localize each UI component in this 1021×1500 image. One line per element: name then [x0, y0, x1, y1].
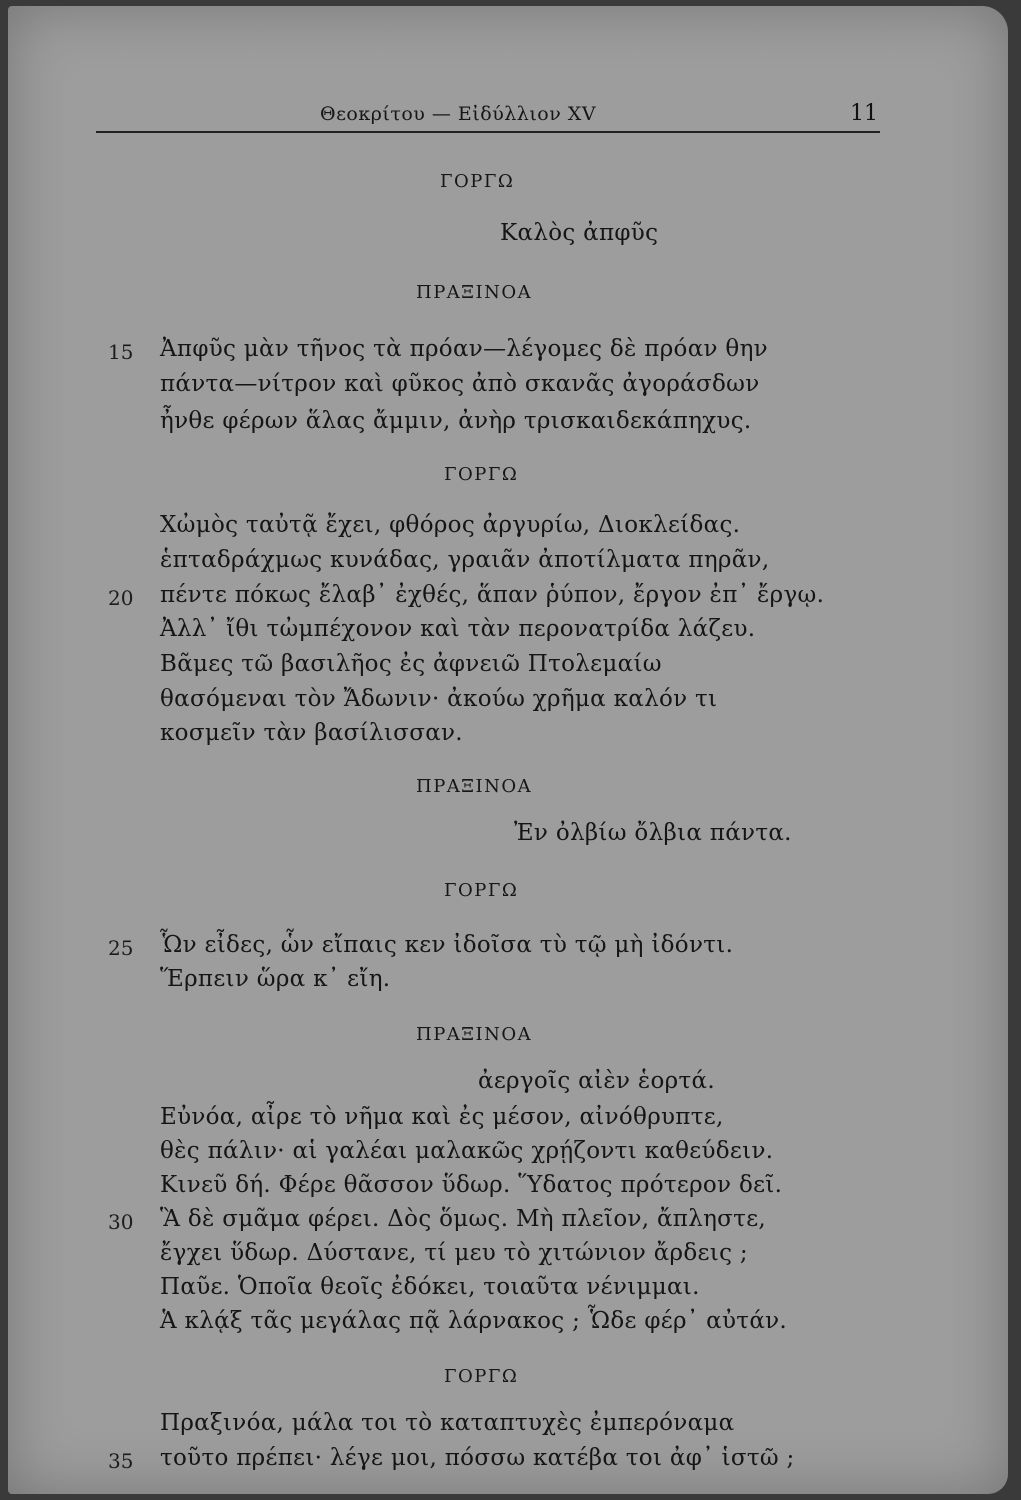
- verse-line: ἀεργοῖς αἰὲν ἑορτά.: [478, 1068, 715, 1094]
- speaker-label: ΓΟΡΓΩ: [444, 464, 519, 485]
- speaker-label: ΠΡΑΞΙΝΟΑ: [416, 282, 533, 303]
- running-title: Θεοκρίτου — Εἰδύλλιον XV: [320, 103, 597, 125]
- line-number: 35: [108, 1449, 134, 1473]
- verse-line: ἑπταδράχμως κυνάδας, γραιᾶν ἀποτίλματα πηρᾶν,: [160, 547, 770, 573]
- verse-line: Καλὸς ἀπφῦς: [500, 220, 659, 246]
- verse-line: Παῦε. Ὁποῖα θεοῖς ἐδόκει, τοιαῦτα νένιμμαι.: [160, 1274, 700, 1300]
- verse-line: Ἕρπειν ὥρα κ᾽ εἴη.: [160, 966, 391, 992]
- verse-line: θὲς πάλιν· αἱ γαλέαι μαλακῶς χρῄζοντι καθεύδειν.: [160, 1138, 774, 1164]
- verse-line: θασόμεναι τὸν Ἄδωνιν· ἀκούω χρῆμα καλόν τι: [160, 686, 718, 712]
- verse-line: Κινεῦ δή. Φέρε θᾶσσον ὕδωρ. Ὕδατος πρότερον δεῖ.: [160, 1172, 783, 1198]
- page-number: 11: [850, 101, 878, 126]
- speaker-label: ΓΟΡΓΩ: [444, 880, 519, 901]
- line-number: 20: [108, 586, 134, 610]
- verse-line: Χὠμὸς ταὐτᾷ ἔχει, φθόρος ἀργυρίω, Διοκλείδας.: [160, 512, 741, 538]
- verse-line: Ὧν εἶδες, ὧν εἴπαις κεν ἰδοῖσα τὺ τῷ μὴ ἰδόντι.: [160, 932, 734, 958]
- line-number: 15: [108, 340, 134, 364]
- verse-line: Βᾶμες τῶ βασιλῆος ἐς ἀφνειῶ Πτολεμαίω: [160, 651, 662, 677]
- line-number: 25: [108, 936, 134, 960]
- verse-line: Ἁ κλᾴξ τᾶς μεγάλας πᾷ λάρνακος ; Ὧδε φέρ᾽ αὐτάν.: [160, 1308, 788, 1334]
- line-number: 30: [108, 1210, 134, 1234]
- book-page: [8, 6, 1008, 1494]
- verse-line: πέντε πόκως ἔλαβ᾽ ἐχθές, ἅπαν ῥύπον, ἔργον ἐπ᾽ ἔργῳ.: [160, 582, 825, 608]
- verse-line: ἔγχει ὕδωρ. Δύστανε, τί μευ τὸ χιτώνιον ἄρδεις ;: [160, 1240, 748, 1266]
- verse-line: κοσμεῖν τὰν βασίλισσαν.: [160, 720, 463, 746]
- speaker-label: ΠΡΑΞΙΝΟΑ: [416, 776, 533, 797]
- verse-line: Εὐνόα, αἶρε τὸ νῆμα καὶ ἐς μέσον, αἰνόθρυπτε,: [160, 1104, 724, 1130]
- verse-line: τοῦτο πρέπει· λέγε μοι, πόσσω κατέβα τοι ἀφ᾽ ἱστῶ ;: [160, 1445, 795, 1471]
- header-rule: [96, 131, 880, 133]
- verse-line: πάντα—νίτρον καὶ φῦκος ἀπὸ σκανᾶς ἀγοράσδων: [160, 371, 760, 397]
- verse-line: Πραξινόα, μάλα τοι τὸ καταπτυχὲς ἐμπερόναμα: [160, 1410, 735, 1436]
- verse-line: Ἃ δὲ σμᾶμα φέρει. Δὸς ὅμως. Μὴ πλεῖον, ἄπληστε,: [160, 1206, 767, 1232]
- verse-line: ἦνθε φέρων ἅλας ἄμμιν, ἀνὴρ τρισκαιδεκάπηχυς.: [160, 408, 752, 434]
- verse-line: Ἀλλ᾽ ἴθι τὠμπέχονον καὶ τὰν περονατρίδα λάζευ.: [160, 616, 756, 642]
- verse-line: Ἀπφῦς μὰν τῆνος τὰ πρόαν—λέγομες δὲ πρόαν θην: [160, 336, 768, 362]
- speaker-label: ΓΟΡΓΩ: [440, 171, 515, 192]
- verse-line: Ἐν ὀλβίω ὄλβια πάντα.: [514, 820, 792, 846]
- speaker-label: ΠΡΑΞΙΝΟΑ: [416, 1024, 533, 1045]
- speaker-label: ΓΟΡΓΩ: [444, 1366, 519, 1387]
